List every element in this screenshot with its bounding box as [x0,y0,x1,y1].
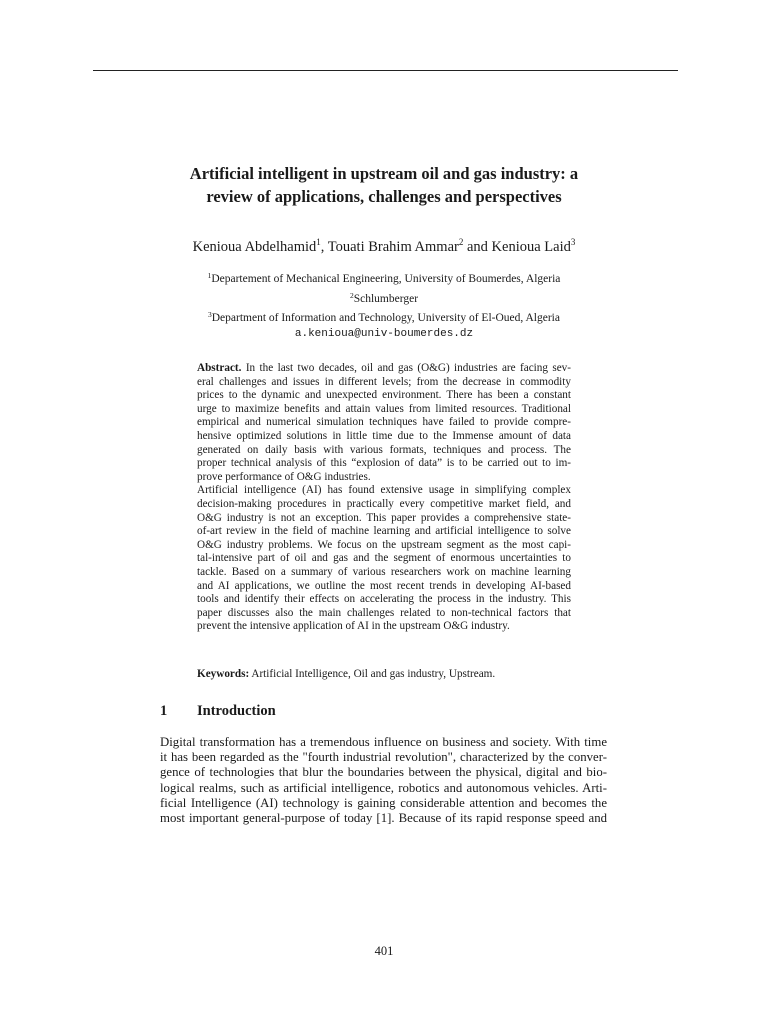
affiliation [0,307,768,327]
abstract-line: O&G industry problems. We focus on the upstream segment as the most capi- [197,538,571,551]
section-title: Introduction [197,703,276,719]
author-separator: and [463,239,492,255]
intro-line: it has been regarded as the "fourth industrial revolution", characterized by the conver- [160,750,607,765]
abstract-text: In the last two decades, oil and gas (O&G) industries are facing sev- [241,362,571,374]
author-sup: 1 [316,237,321,247]
abstract-line: and AI applications, we outline the most recent trends in developing AI-based [197,579,571,592]
section-heading [160,703,276,720]
author-name: Kenioua Abdelhamid [192,239,317,255]
affiliations [0,268,768,342]
abstract-line: decision-making procedures in practically every competitive market field, and [197,497,571,510]
title-line: Artificial intelligent in upstream oil and gas industry: a [189,164,579,183]
author-list [0,232,768,257]
abstract-line: proper technical analysis of this “explosion of data” is to be carried out to im- [197,457,571,470]
author-separator: , [320,239,328,255]
abstract-line: empirical and numerical simulation techniques have failed to provide compre- [197,416,571,429]
abstract-line: prevent the intensive application of AI in the upstream O&G industry. [197,620,510,633]
abstract-line: O&G industry is not an exception. This paper provides a comprehensive state- [197,511,571,524]
intro-line: most important general-purpose of today [1]. Because of its rapid response speed and [160,811,607,826]
abstract-line: of-art review in the field of machine learning and artificial intelligence to solve [197,525,571,538]
abstract [197,362,571,634]
intro-line: gence of technologies that blur the boundaries between the physical, digital and bio- [160,765,607,780]
abstract-line: hensive optimized solutions in little time due to the Immense amount of data [197,429,571,442]
paper-title [130,162,638,208]
affiliation-text: Department of Information and Technology, University of El-Oued, Algeria [211,312,560,324]
author-name: Kenioua Laid [491,239,571,255]
author-name: Touati Brahim Ammar [327,239,459,255]
abstract-line: prices to the dynamic and unexpected environment. There has been a constant [197,389,571,402]
affiliation [0,268,768,288]
intro-paragraph [160,735,607,826]
abstract-line: Artificial intelligence (AI) has found extensive usage in simplifying complex [197,484,571,497]
abstract-line: prove performance of O&G industries. [197,470,371,483]
affiliation-text: Schlumberger [353,292,419,305]
abstract-line [197,362,571,376]
keywords-label: Keywords: [197,668,250,680]
author-sup: 2 [458,237,464,247]
abstract-line: tools and identify their effects on accelerating the process in the industry. This [197,593,571,606]
intro-line: ficial Intelligence (AI) technology is gaining considerable attention and becomes the [160,795,607,810]
abstract-line: tackle. Based on a summary of various researchers work on machine learning [197,565,571,578]
header-rule [93,70,678,71]
affiliation-sup: 3 [207,310,212,319]
abstract-line: paper discusses also the main challenges related to non-technical factors that [197,606,571,619]
abstract-line: generated on daily basis with various formats, techniques and process. The [197,443,571,456]
author-sup: 3 [570,237,576,247]
abstract-label: Abstract. [197,362,242,374]
intro-line: logical realms, such as artificial intelligence, robotics and autonomous vehicles. Arti- [160,780,607,795]
page-number: 401 [374,944,394,958]
affiliation-sup: 1 [207,271,212,280]
intro-line: Digital transformation has a tremendous influence on business and society. With time [160,735,607,749]
email-link[interactable]: a.kenioua@univ-boumerdes.dz [294,327,474,340]
abstract-line: tal-intensive part of oil and gas and the segment of enormous uncertainties to [197,552,571,565]
abstract-line: urge to maximize benefits and attain values from limited resources. Traditional [197,402,571,415]
section-number: 1 [160,703,168,719]
affiliation-sup: 2 [349,290,354,300]
affiliation-text: Departement of Mechanical Engineering, University of Boumerdes, Algeria [211,273,561,285]
title-line: review of applications, challenges and perspectives [206,187,562,206]
keywords-text: Artificial Intelligence, Oil and gas industry, Upstream. [249,668,496,680]
keywords [197,667,495,681]
abstract-line: eral challenges and issues in different levels; from the decrease in commodity [197,375,571,388]
affiliation [0,288,768,308]
